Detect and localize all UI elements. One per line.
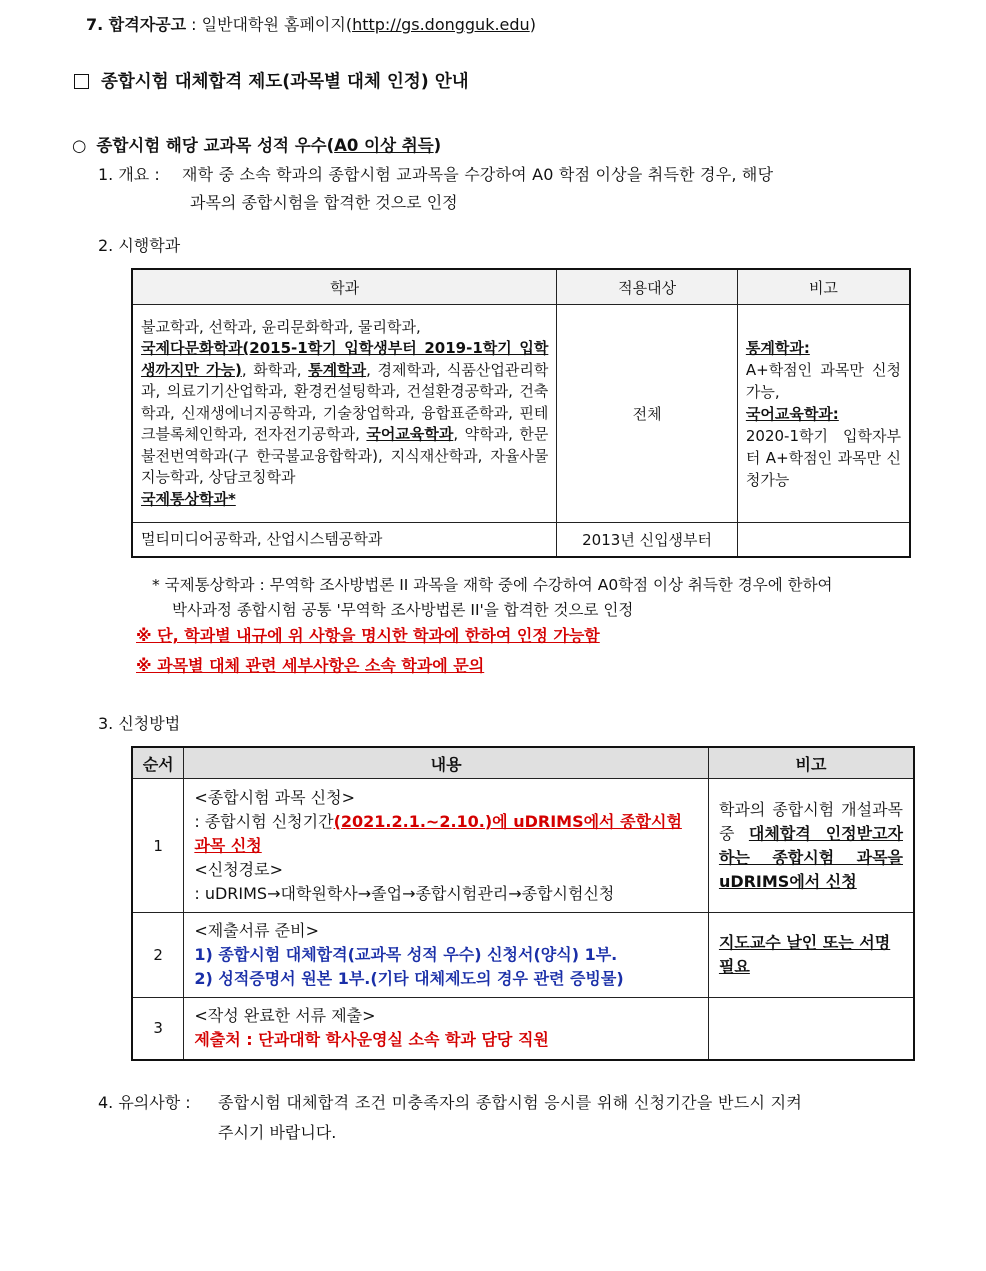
step1-period-label: : 종합시험 신청기간 <box>194 811 334 831</box>
step3-title: <작성 완료한 서류 제출> <box>194 1006 376 1026</box>
step-number: 1 <box>132 779 184 913</box>
overview-label: 1. 개요 : <box>98 165 160 184</box>
step1-remark-bold: 대체합격 인정받고자 하는 종합시험 과목을 uDRIMS에서 신청 <box>718 823 903 891</box>
warning-line1: ※ 단, 학과별 내규에 위 사항을 명시한 학과에 한하여 인정 가능함 <box>136 626 600 645</box>
overview-line1: 재학 중 소속 학과의 종합시험 교과목을 수강하여 A0 학점 이상을 취득한 경우, 해당 <box>182 165 774 184</box>
step1-period-highlight: (2021.2.1.~2.10.)에 uDRIMS에서 종합시험 과목 신청 <box>194 811 682 855</box>
announcement-colon: : <box>186 15 202 34</box>
dept-bold-korean-education: 국어교육학과 <box>366 425 454 444</box>
note-statistics-text: A+학점인 과목만 신청가능, <box>745 360 901 401</box>
step2-doc2: 2) 성적증명서 원본 1부.(기타 대체제도의 경우 관련 증빙물) <box>194 969 624 988</box>
section-title-row <box>74 68 469 93</box>
homepage-link[interactable]: http://gs.dongguk.edu <box>352 15 530 34</box>
dept-text: 불교학과, 선학과, 윤리문화학과, 물리학과, <box>141 317 421 336</box>
note-korean-heading: 국어교육학과: <box>745 404 839 423</box>
circle-bullet-icon: ○ <box>72 136 87 155</box>
step2-doc1: 1) 종합시험 대체합격(교과목 성적 우수) 신청서(양식) 1부. <box>194 945 618 964</box>
apply-heading: 3. 신청방법 <box>98 714 181 733</box>
section-title: 종합시험 대체합격 제도(과목별 대체 인정) 안내 <box>101 72 469 92</box>
dept-text: , 경제학과, 식품산업관리학과, 의료기기산업학과, 환경컨설팅학과, 건설환경공학과, 건축학과, 신재생에너지공학과, 기술창업학과, 융합표준학과, 핀테크블록체인학과, 전자전기공학과, <box>141 360 549 444</box>
subsection-title: 종합시험 해당 교과목 성적 우수( <box>96 136 335 155</box>
step-number: 2 <box>132 913 184 998</box>
step2-content <box>184 913 709 998</box>
note-cell <box>737 305 910 523</box>
caution-line2: 주시기 바랍니다. <box>218 1123 337 1142</box>
step3-submit-to: 제출처 : 단과대학 학사운영실 소속 학과 담당 직원 <box>194 1030 549 1050</box>
step1-remark-text: 학과의 종합시험 개설과목 중 <box>718 799 903 843</box>
departments-table <box>131 268 911 558</box>
step2-remark: 지도교수 날인 또는 서명 필요 <box>708 913 914 998</box>
step1-title: <종합시험 과목 신청> <box>194 787 355 807</box>
target-row2-cell: 2013년 신입생부터 <box>557 523 738 557</box>
dept-row2-cell: 멀티미디어공학과, 산업시스템공학과 <box>132 523 557 557</box>
checkbox-square-icon <box>74 74 89 89</box>
dept-list-cell <box>132 305 557 523</box>
header-note: 비고 <box>737 269 910 305</box>
step1-route: : uDRIMS→대학원학사→졸업→종합시험관리→종합시험신청 <box>194 883 615 903</box>
announcement-label: 7. 합격자공고 <box>86 15 187 34</box>
caution-line1: 종합시험 대체합격 조건 미충족자의 종합시험 응시를 위해 신청기간을 반드시 지켜 <box>218 1093 803 1112</box>
step1-content <box>184 779 709 913</box>
step1-remark <box>708 779 914 913</box>
caution-label: 4. 유의사항 : <box>98 1093 191 1112</box>
dept-text: , 화학과, <box>241 360 309 379</box>
warning-line2: ※ 과목별 대체 관련 세부사항은 소속 학과에 문의 <box>136 656 485 675</box>
step-number: 3 <box>132 998 184 1060</box>
step3-remark <box>708 998 914 1060</box>
subsection-title-row <box>72 132 441 156</box>
announcement-close: ) <box>529 15 536 34</box>
departments-heading: 2. 시행학과 <box>98 236 181 255</box>
footnote-line1: * 국제통상학과 : 무역학 조사방법론 II 과목을 재학 중에 수강하여 A0학점 이상 취득한 경우에 한하여 <box>152 576 833 594</box>
note-statistics-heading: 통계학과: <box>745 338 810 357</box>
subsection-title-underlined: A0 이상 취득 <box>334 136 434 155</box>
header-remark: 비고 <box>708 747 914 779</box>
dept-bold-intl-multicultural: 국제다문화학과(2015-1학기 입학생부터 2019-1학기 입학생까지만 가능) <box>141 339 549 379</box>
apply-table <box>131 746 915 1061</box>
dept-text: , 약학과, 한문불전번역학과(구 한국불교융합학과), 지식재산학과, 자율사물지능학과, 상담코칭학과 <box>141 425 549 487</box>
step2-title: <제출서류 준비> <box>194 921 319 940</box>
note-korean-text: 2020-1학기 입학자부터 A+학점인 과목만 신청가능 <box>745 426 901 489</box>
announcement-line <box>86 12 536 35</box>
footnote-line2: 박사과정 종합시험 공통 '무역학 조사방법론 II'을 합격한 것으로 인정 <box>172 601 634 619</box>
target-cell-all: 전체 <box>557 305 738 523</box>
step3-content <box>184 998 709 1060</box>
header-dept: 학과 <box>132 269 557 305</box>
step1-route-title: <신청경로> <box>194 859 283 879</box>
overview-line2: 과목의 종합시험을 합격한 것으로 인정 <box>190 193 458 212</box>
header-order: 순서 <box>132 747 184 779</box>
header-target: 적용대상 <box>557 269 738 305</box>
dept-bold-statistics: 통계학과 <box>308 360 367 379</box>
subsection-title-end: ) <box>433 136 442 155</box>
note-row2-cell <box>737 523 910 557</box>
announcement-text: 일반대학원 홈페이지( <box>201 15 353 34</box>
dept-bold-intl-trade: 국제통상학과* <box>141 489 236 508</box>
header-content: 내용 <box>184 747 709 779</box>
